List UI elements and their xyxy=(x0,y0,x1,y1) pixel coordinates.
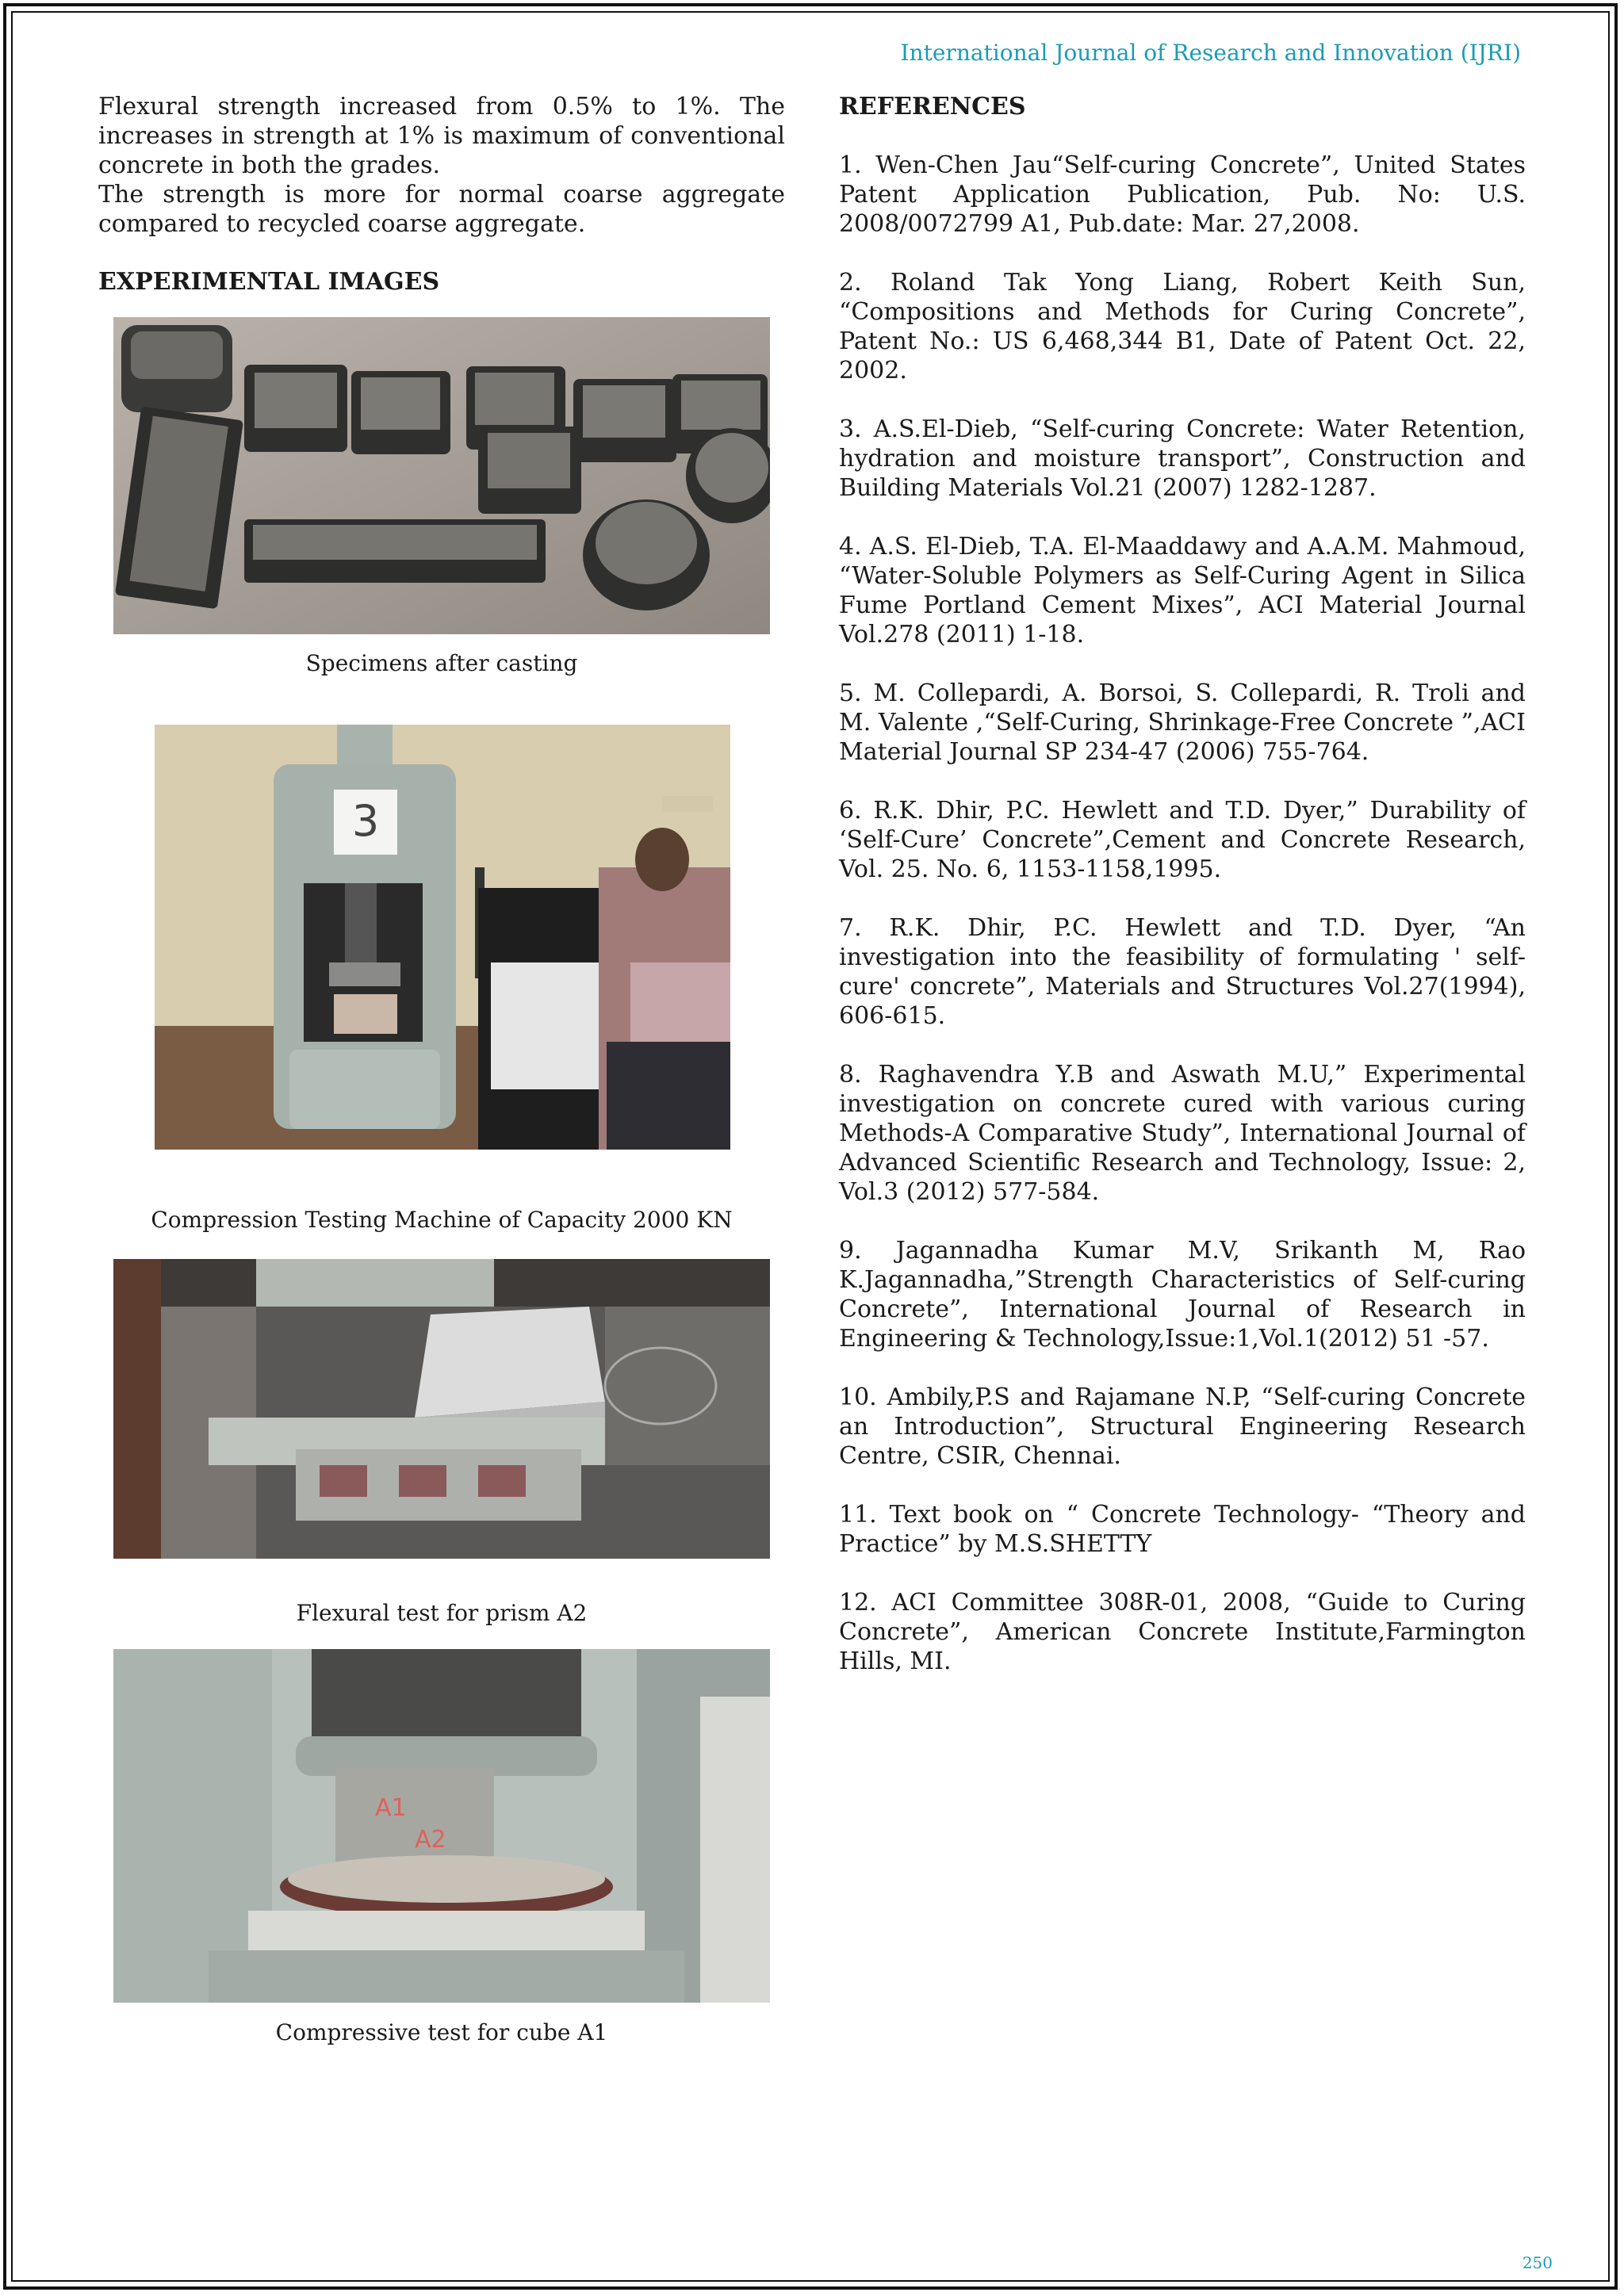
section-heading-images: EXPERIMENTAL IMAGES xyxy=(98,268,440,296)
references-heading: REFERENCES xyxy=(839,93,1026,121)
reference-item: 10. Ambily,P.S and Rajamane N.P, “Self-curing Concrete an Introduction”, Structural Engineering Research Centre, CSIR, Chennai. xyxy=(839,1383,1526,1470)
reference-item: 2. Roland Tak Yong Liang, Robert Keith Sun, “Compositions and Methods for Curing Concrete”, Patent No.: US 6,468,344 B1, Date of Patent Oct. 22, 2002. xyxy=(839,269,1526,385)
reference-item: 4. A.S. El-Dieb, T.A. El-Maaddawy and A.A.M. Mahmoud, “Water-Soluble Polymers as Self-Curing Agent in Silica Fume Portland Cement Mixes”, ACI Material Journal Vol.278 (2011) 1-18. xyxy=(839,533,1526,649)
figure-caption: Compression Testing Machine of Capacity 2000 KN xyxy=(151,1207,733,1233)
reference-item: 9. Jagannadha Kumar M.V, Srikanth M, Rao K.Jagannadha,”Strength Characteristics of Self-curing Concrete”, International Journal of Research in Engineering & Technology,Issue:1,Vol.1(2012) 51 -57. xyxy=(839,1237,1526,1353)
figure-specimens-photo xyxy=(113,317,770,634)
figure-caption: Compressive test for cube A1 xyxy=(275,2019,608,2045)
svg-text:A2: A2 xyxy=(415,1826,446,1854)
reference-item: 3. A.S.El-Dieb, “Self-curing Concrete: Water Retention, hydration and moisture transport”, Construction and Building Materials Vol.21 (2007) 1282-1287. xyxy=(839,415,1526,502)
page-number: 250 xyxy=(1522,2253,1553,2272)
reference-item: 1. Wen-Chen Jau“Self-curing Concrete”, United States Patent Application Publication, Pub. No: U.S. 2008/0072799 A1, Pub.date: Mar. 27,2008. xyxy=(839,151,1526,238)
figure-caption: Flexural test for prism A2 xyxy=(296,1600,588,1626)
reference-item: 11. Text book on “ Concrete Technology- “Theory and Practice” by M.S.SHETTY xyxy=(839,1501,1526,1558)
reference-item: 6. R.K. Dhir, P.C. Hewlett and T.D. Dyer,” Durability of ‘Self-Cure’ Concrete”,Cement and Concrete Research, Vol. 25. No. 6, 1153-1158,1995. xyxy=(839,797,1526,883)
journal-header: International Journal of Research and Innovation (IJRI) xyxy=(900,40,1521,66)
machine-number-label: 3 xyxy=(351,796,380,846)
reference-item: 7. R.K. Dhir, P.C. Hewlett and T.D. Dyer, “An investigation into the feasibility of formulating ' self-cure' concrete”, Materials and Structures Vol.27(1994), 606-615. xyxy=(839,914,1526,1030)
figure-compression-machine-photo xyxy=(155,725,730,1150)
body-paragraph: The strength is more for normal coarse aggregate compared to recycled coarse aggregate. xyxy=(98,181,785,238)
figure-flexural-test-photo xyxy=(113,1259,770,1559)
svg-text:A1: A1 xyxy=(375,1794,407,1822)
body-paragraph: Flexural strength increased from 0.5% to 1%. The increases in strength at 1% is maximum of conventional concrete in both the grades. xyxy=(98,93,785,179)
compressive-test-image xyxy=(113,1649,770,2003)
specimens-photo-image xyxy=(113,317,770,634)
figure-caption: Specimens after casting xyxy=(305,650,578,676)
flexural-test-image xyxy=(113,1259,770,1559)
reference-item: 5. M. Collepardi, A. Borsoi, S. Collepardi, R. Troli and M. Valente ,“Self-Curing, Shrinkage-Free Concrete ”,ACI Material Journal SP 234-47 (2006) 755-764. xyxy=(839,679,1526,766)
compression-machine-image xyxy=(155,725,730,1150)
reference-item: 12. ACI Committee 308R-01, 2008, “Guide to Curing Concrete”, American Concrete Institute,Farmington Hills, MI. xyxy=(839,1589,1526,1675)
figure-compressive-test-photo xyxy=(113,1649,770,2003)
references-section xyxy=(839,92,1526,1705)
left-column xyxy=(98,92,785,297)
reference-item: 8. Raghavendra Y.B and Aswath M.U,” Experimental investigation on concrete cured with various curing Methods-A Comparative Study”, International Journal of Advanced Scientific Research and Technology, Issue: 2, Vol.3 (2012) 577-584. xyxy=(839,1061,1526,1206)
